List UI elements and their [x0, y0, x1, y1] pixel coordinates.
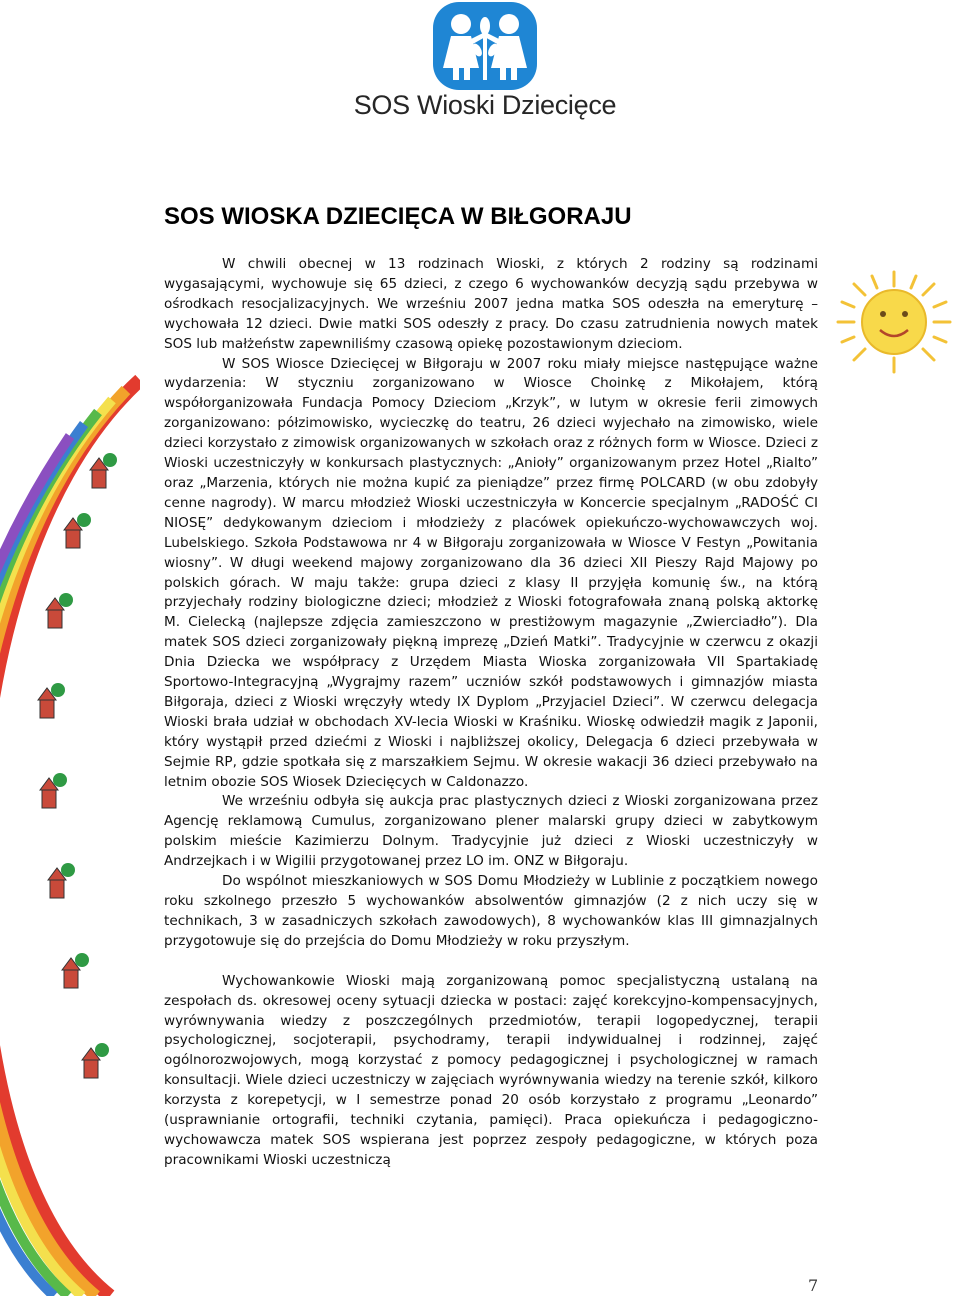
sos-logo — [340, 0, 630, 130]
page-title: SOS WIOSKA DZIECIĘCA W BIŁGORAJU — [164, 203, 632, 230]
page-number: 7 — [808, 1276, 819, 1295]
rainbow-drawing-icon — [0, 360, 140, 1296]
sos-children-logo-icon — [433, 2, 537, 90]
document-body — [164, 255, 818, 1171]
paragraph: We wrześniu odbyła się aukcja prac plastycznych dzieci z Wioski zorganizowana przez Agencję reklamową Cumulus, zorganizowano plener malarski grupy dzieci w zabytkowym polskim mieście Kazimierzu Dolnym. Tradycyjnie już dzieci z Wioski uczestniczyły w Andrzejkach i w Wigilii przygotowanej przez LO im. ONZ w Biłgoraju. — [164, 793, 818, 870]
logo-text: SOS Wioski Dziecięce — [353, 90, 617, 120]
sun-drawing-icon — [832, 268, 956, 376]
paragraph: Wychowankowie Wioski mają zorganizowaną pomoc specjalistyczną ustalaną na zespołach ds. okresowej oceny sytuacji dziecka w postaci: zajęć korekcyjno-kompensacyjnych, wyrównywania wiedzy z poszczególnych przedmiotów, terapii logopedycznej, terapii psychologicznej, socjoterapii, psychodramy, terapii indywidualnej i rodzinnej, zajęć ogólnorozwojowych, mogą korzystać z pomocy pedagogicznej i psychologicznej w ramach konsultacji. Wiele dzieci uczestniczy w zajęciach wyrównywania wiedzy na terenie szkół, kilkoro korzysta z korepetycji, w I semestrze ponad 20 osób korzystało z programu „Leonardo” (usprawnianie ortografii, techniki czytania, pamięci). Praca opiekuńcza i pedagogiczno-wychowawcza matek SOS wspierana jest poprzez zespoły pedagogiczne, w których poza pracownikami Wioski uczestniczą — [164, 972, 818, 1168]
paragraph: Do wspólnot mieszkaniowych w SOS Domu Młodzieży w Lublinie z początkiem nowego roku szkolnego przeszło 5 wychowanków absolwentów gimnazjów (2 z nich uczy się w technikach, 3 w zasadniczych szkołach zawodowych), 8 wychowanków klas III gimnazjalnych przygotowuje się do przejścia do Domu Młodzieży w roku przyszłym. — [164, 873, 818, 949]
paragraph: W SOS Wiosce Dziecięcej w Biłgoraju w 2007 roku miały miejsce następujące ważne wydarzenia: W styczniu zorganizowano w Wiosce Choinkę z Mikołajem, którą współorganizowała Fundacja Pomocy Dzieciom „Krzyk”, w lutym w okresie ferii zimowych zorganizowano: półzimowisko, wycieczkę do teatru, 26 dzieci wyjechało na zimowisko, wiele dzieci korzystało z zimowisk organizowanych w szkołach oraz z różnych form w Wiosce. Dzieci z Wioski uczestniczyły w konkursach plastycznych: „Anioły” organizowanym przez Hotel „Rialto” oraz „Marzenia, których nie można kupić za pieniądze” przez firmę POLCARD (w obu zdobyły cenne nagrody). W marcu młodzież Wioski uczestniczyła w Koncercie specjalnym „RADOŚĆ CI NIOSĘ” dedykowanym dzieciom i młodzieży z placówek opiekuńczo-wychowawczych woj. Lubelskiego. Szkoła Podstawowa nr 4 w Biłgoraju zorganizowała w Wiosce V Festyn „Powitania wiosny”. W długi weekend majowy zorganizowano dla 36 dzieci XII Pieszy Rajd Majowy po polskich górach. W maju także: grupa dzieci z klasy II przyjęła komunię św., na którą przyjechały rodziny biologiczne dzieci; młodzież z Wioski fotografowała znaną polską aktorkę M. Cielecką (najlepsze zdjęcia zamieszczono w prestiżowym magazynie „Zwierciadło”). Dla matek SOS dzieci zorganizowały piękną imprezę „Dzień Matki”. Tradycyjnie w czerwcu z okazji Dnia Dziecka we współpracy z Urzędem Miasta Wioska zorganizowała VII Spartakiadę Sportowo-Integracyjną „Wygrajmy razem” uczniów szkół podstawowych i gimnazjów miasta Biłgoraja, dzieci z Wioski wręczyły wtedy IX Dyplom „Przyjaciel Dzieci”. W czerwcu delegacja Wioski brała udział w obchodach XV-lecia Wioski w Kraśniku. Wioskę odwiedził magik z Japonii, który wystąpił przed dziećmi z Wioski i najbliższej okolicy, Delegacja 6 dzieci przebywała w Sejmie RP, gdzie spotkała się z marszałkiem Sejmu. W okresie wakacji 36 dzieci przebywało na letnim obozie SOS Wiosek Dziecięcych w Caldonazzo. — [164, 355, 818, 790]
paragraph: W chwili obecnej w 13 rodzinach Wioski, z których 2 rodziny są rodzinami wygasającymi, wychowuje się 65 dzieci, z czego 6 wychowanków decyzją sądu przebywa w ośrodkach resocjalizacyjnych. We wrześniu 2007 jedna matka SOS odeszła na emeryturę – wychowała 12 dzieci. Dwie matki SOS odeszły z pracy. Do czasu zatrudnienia nowych matek SOS lub małżeństw zapewniliśmy czasową opiekę pozostawionym dzieciom. — [164, 256, 818, 352]
